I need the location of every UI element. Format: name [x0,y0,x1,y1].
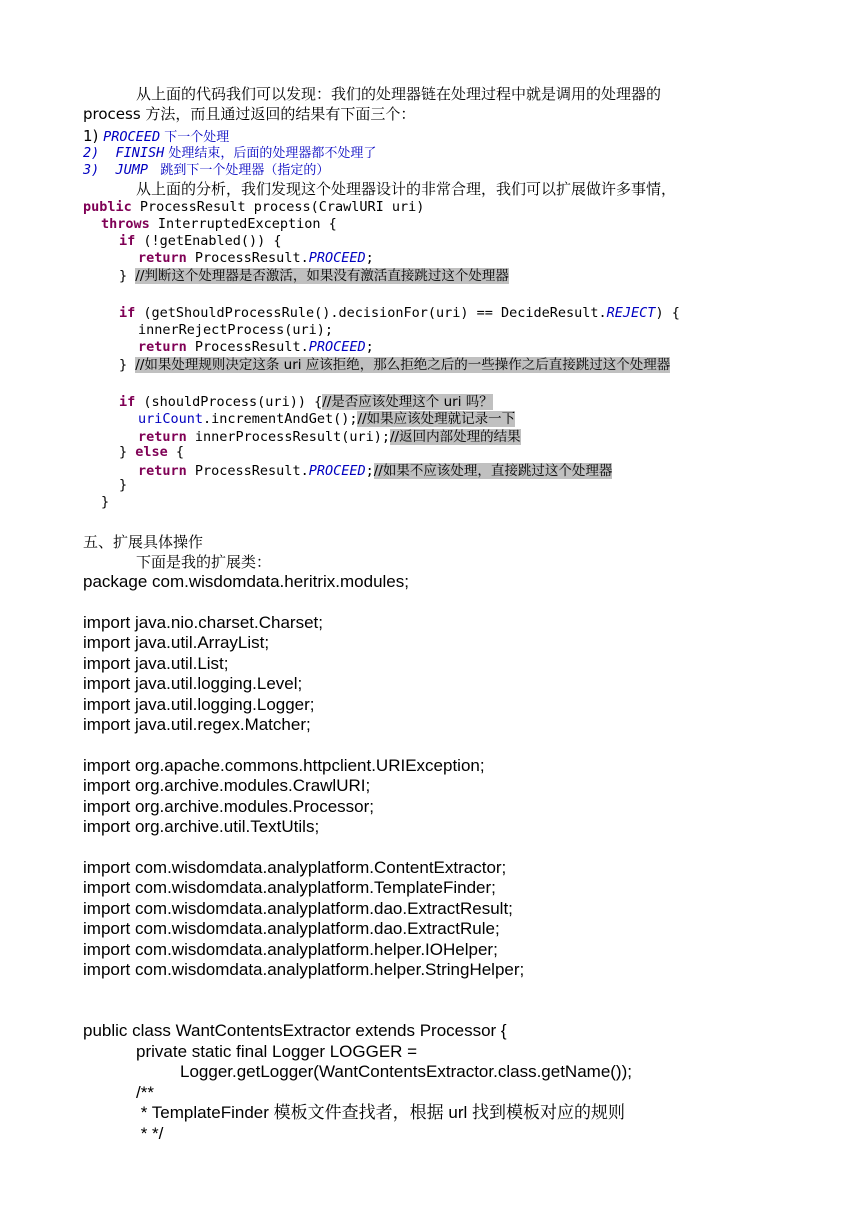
keyword: else [135,444,168,460]
import-line: import com.wisdomdata.analyplatform.TemplateFinder; [83,878,496,897]
code-comment: //如果应该处理就记录一下 [357,411,516,427]
javadoc-open: /** [136,1083,154,1102]
code-text: ; [365,250,374,266]
import-line: import org.archive.modules.CrawlURI; [83,776,371,795]
import-line: import java.util.logging.Logger; [83,695,315,714]
code-text: ProcessResult. [186,339,309,355]
constant: PROCEED [308,250,366,266]
result-item-jump [83,161,329,181]
keyword: if [119,394,136,410]
import-line: import org.archive.util.TextUtils; [83,817,320,836]
import-line: import com.wisdomdata.analyplatform.dao.ExtractResult; [83,899,513,918]
import-line: import java.util.logging.Level; [83,674,303,693]
import-line: import com.wisdomdata.analyplatform.helper.IOHelper; [83,940,498,959]
code-comment: //判断这个处理器是否激活，如果没有激活直接跳过这个处理器 [135,268,509,284]
logger-declaration: private static final Logger LOGGER = [136,1042,418,1061]
code-text: { [167,444,185,460]
code-line [119,444,184,461]
code-text: innerProcessResult(uri); [186,429,390,445]
code-comment: //返回内部处理的结果 [389,429,521,445]
import-line: import java.nio.charset.Charset; [83,613,323,632]
keyword: if [119,233,136,249]
constant: REJECT [606,305,656,321]
intro-paragraph-line1: 从上面的代码我们可以发现：我们的处理器链在处理过程中就是调用的处理器的 [136,85,662,103]
import-line: import java.util.regex.Matcher; [83,715,311,734]
item-desc: 处理结束，后面的处理器都不处理了 [164,146,377,161]
import-line: import com.wisdomdata.analyplatform.dao.ExtractRule; [83,919,500,938]
import-line: import org.archive.modules.Processor; [83,797,375,816]
code-line [138,427,521,447]
code-text: (getShouldProcessRule().decisionFor(uri) == DecideResult. [135,305,607,321]
code-text: .incrementAndGet(); [203,411,358,427]
analysis-paragraph: 从上面的分析，我们发现这个处理器设计的非常合理，我们可以扩展做许多事情， [136,180,677,198]
class-declaration: public class WantContentsExtractor extends Processor { [83,1021,507,1040]
code-text: ; [365,463,374,479]
code-line [138,339,374,356]
code-text: ProcessResult. [186,463,309,479]
code-line [119,233,282,250]
import-line: import com.wisdomdata.analyplatform.helper.StringHelper; [83,960,525,979]
code-text: (shouldProcess(uri)) { [135,394,323,410]
code-line: } [119,477,128,493]
item-name: PROCEED [103,129,161,145]
code-line: innerRejectProcess(uri); [138,322,334,338]
item-name: JUMP [115,162,149,178]
code-comment: //是否应该处理这个 uri 吗？ [322,394,493,410]
code-text: } [119,268,136,284]
field-name: uriCount [138,411,204,427]
javadoc-close: * */ [136,1124,164,1143]
keyword: if [119,305,136,321]
import-line: import org.apache.commons.httpclient.URIException; [83,756,485,775]
keyword: throws [101,216,150,232]
package-line: package com.wisdomdata.heritrix.modules; [83,572,409,591]
code-line [83,199,424,216]
section-heading: 五、扩展具体操作 [83,533,204,551]
keyword: return [138,429,187,445]
code-text: ) { [655,305,680,321]
constant: PROCEED [308,339,366,355]
code-comment: //如果处理规则决定这条 uri 应该拒绝，那么拒绝之后的一些操作之后直接跳过这个处理器 [135,357,671,373]
import-line: import java.util.List; [83,654,229,673]
code-text: ; [365,339,374,355]
intro-paragraph-line2: process 方法，而且通过返回的结果有下面三个： [83,105,416,123]
code-text: InterruptedException { [149,216,337,232]
item-number: 2) [83,145,116,161]
keyword: return [138,339,187,355]
code-text: ProcessResult. [186,250,309,266]
constant: PROCEED [308,463,366,479]
import-line: import java.util.ArrayList; [83,633,270,652]
javadoc-line: * TemplateFinder 模板文件查找者，根据 url 找到模板对应的规则 [136,1103,625,1122]
code-line [101,216,337,233]
code-text: ProcessResult process(CrawlURI uri) [131,199,425,215]
keyword: return [138,250,187,266]
item-number: 1) [83,127,104,145]
code-line [119,305,680,322]
code-text: (!getEnabled()) { [135,233,282,249]
item-number: 3) [83,162,116,178]
import-line: import com.wisdomdata.analyplatform.ContentExtractor; [83,858,507,877]
item-desc: 跳到下一个处理器（指定的） [148,163,330,178]
code-line: } [101,494,110,510]
item-name: FINISH [115,145,165,161]
logger-initializer: Logger.getLogger(WantContentsExtractor.class.getName()); [180,1062,632,1081]
keyword: public [83,199,132,215]
section-subtitle: 下面是我的扩展类： [136,553,272,571]
code-line [138,409,515,429]
code-comment: //如果不应该处理，直接跳过这个处理器 [373,463,613,479]
keyword: return [138,463,187,479]
code-line [119,355,670,375]
item-desc: 下一个处理 [160,130,230,145]
code-line [119,266,509,286]
code-line [138,250,374,267]
code-text: } [119,444,136,460]
code-text: } [119,357,136,373]
code-line [138,461,612,481]
